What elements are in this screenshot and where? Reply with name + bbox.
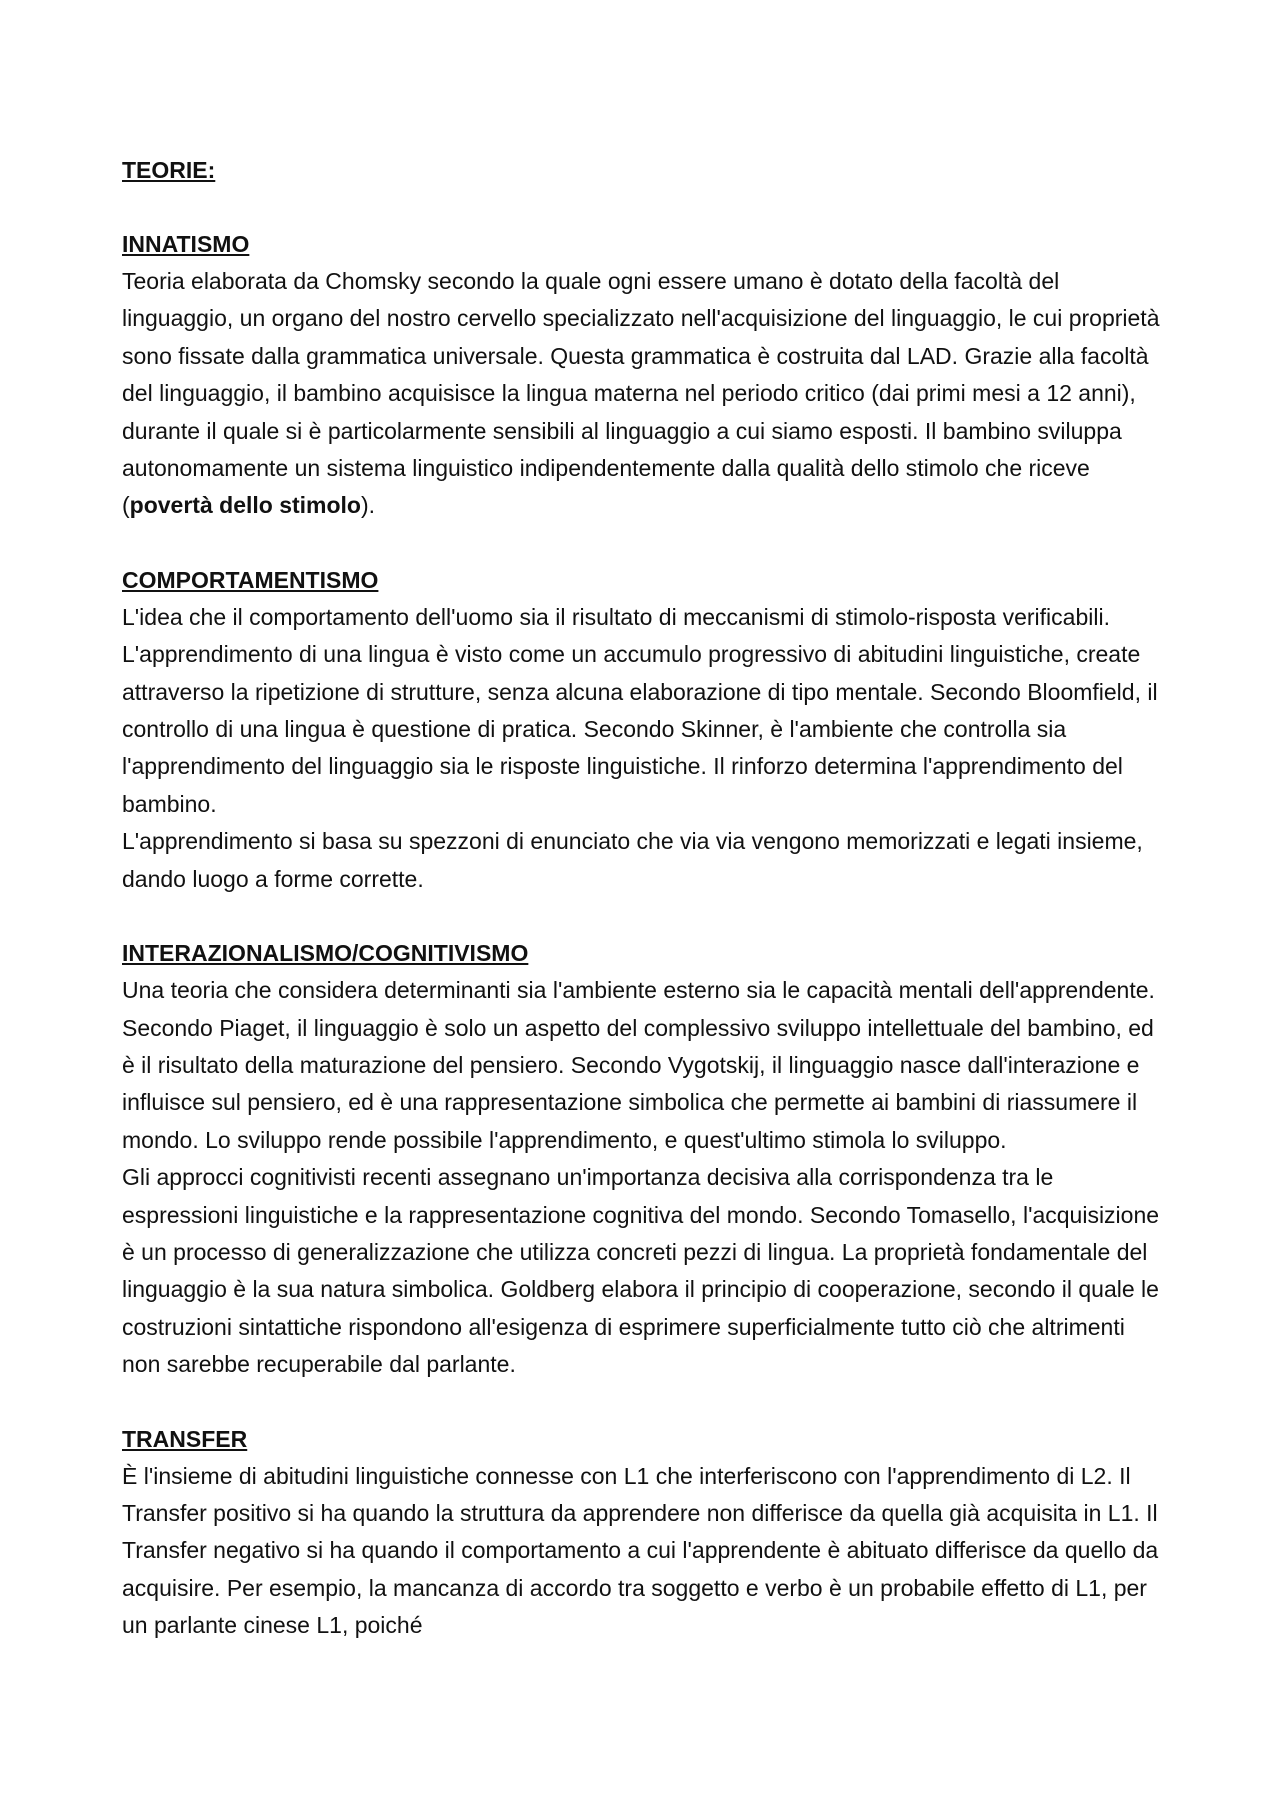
- section-heading: INTERAZIONALISMO/COGNITIVISMO: [122, 940, 529, 967]
- paragraph: È l'insieme di abitudini linguistiche connesse con L1 che interferiscono con l'apprendimento di L2. Il Transfer positivo si ha quando la struttura da apprendere non differisce da quella già acquisita in L1. Il Transfer negativo si ha quando il comportamento a cui l'apprendente è abituato differisce da quello da acquisire. Per esempio, la mancanza di accordo tra soggetto e verbo è un probabile effetto di L1, per un parlante cinese L1, poiché: [122, 1462, 1159, 1639]
- paragraph-text: Teoria elaborata da Chomsky secondo la quale ogni essere umano è dotato della facoltà del linguaggio, un organo del nostro cervello specializzato nell'acquisizione del linguaggio, le cui proprietà sono fissate dalla grammatica universale. Questa grammatica è costruita dal LAD. Grazie alla facoltà del linguaggio, il bambino acquisisce la lingua materna nel periodo critico (dai primi mesi a 12 anni), durante il quale si è particolarmente sensibili al linguaggio a cui siamo esposti. Il bambino sviluppa autonomamente un sistema linguistico indipendentemente dalla qualità dello stimolo che riceve (: [122, 268, 1160, 519]
- paragraph: Una teoria che considera determinanti sia l'ambiente esterno sia le capacità mentali dell'apprendente. Secondo Piaget, il linguaggio è solo un aspetto del complessivo sviluppo intellettuale del bambino, ed è il risultato della maturazione del pensiero. Secondo Vygotskij, il linguaggio nasce dall'interazione e influisce sul pensiero, ed è una rappresentazione simbolica che permette ai bambini di riassumere il mondo. Lo sviluppo rende possibile l'apprendimento, e quest'ultimo stimola lo sviluppo.: [122, 977, 1155, 1153]
- section-transfer: [122, 1421, 1168, 1645]
- document-title: TEORIE:: [122, 157, 216, 183]
- paragraph: Gli approcci cognitivisti recenti assegnano un'importanza decisiva alla corrispondenza tra le espressioni linguistiche e la rappresentazione cognitiva del mondo. Secondo Tomasello, l'acquisizione è un processo di generalizzazione che utilizza concreti pezzi di lingua. La proprietà fondamentale del linguaggio è la sua natura simbolica. Goldberg elabora il principio di cooperazione, secondo il quale le costruzioni sintattiche rispondono all'esigenza di esprimere superficialmente tutto ciò che altrimenti non sarebbe recuperabile dal parlante.: [122, 1164, 1160, 1378]
- section-heading: COMPORTAMENTISMO: [122, 566, 379, 593]
- paragraph: L'idea che il comportamento dell'uomo sia il risultato di meccanismi di stimolo-risposta verificabili. L'apprendimento di una lingua è visto come un accumulo progressivo di abitudini linguistiche, create attraverso la ripetizione di strutture, senza alcuna elaborazione di tipo mentale. Secondo Bloomfield, il controllo di una lingua è questione di pratica. Secondo Skinner, è l'ambiente che controlla sia l'apprendimento del linguaggio sia le risposte linguistiche. Il rinforzo determina l'apprendimento del bambino.: [122, 603, 1158, 817]
- section-heading: INNATISMO: [122, 231, 250, 257]
- paragraph-text: ).: [361, 492, 376, 519]
- section-innatismo: [122, 226, 1168, 525]
- section-interazionalismo: [122, 935, 1168, 1383]
- document-page: [122, 152, 1168, 1682]
- section-heading: TRANSFER: [122, 1425, 248, 1452]
- paragraph: L'apprendimento si basa su spezzoni di enunciato che via via vengono memorizzati e legati insieme, dando luogo a forme corrette.: [122, 828, 1143, 892]
- section-comportamentismo: [122, 562, 1168, 898]
- bold-term: povertà dello stimolo: [129, 492, 361, 519]
- paragraph: [122, 263, 1168, 525]
